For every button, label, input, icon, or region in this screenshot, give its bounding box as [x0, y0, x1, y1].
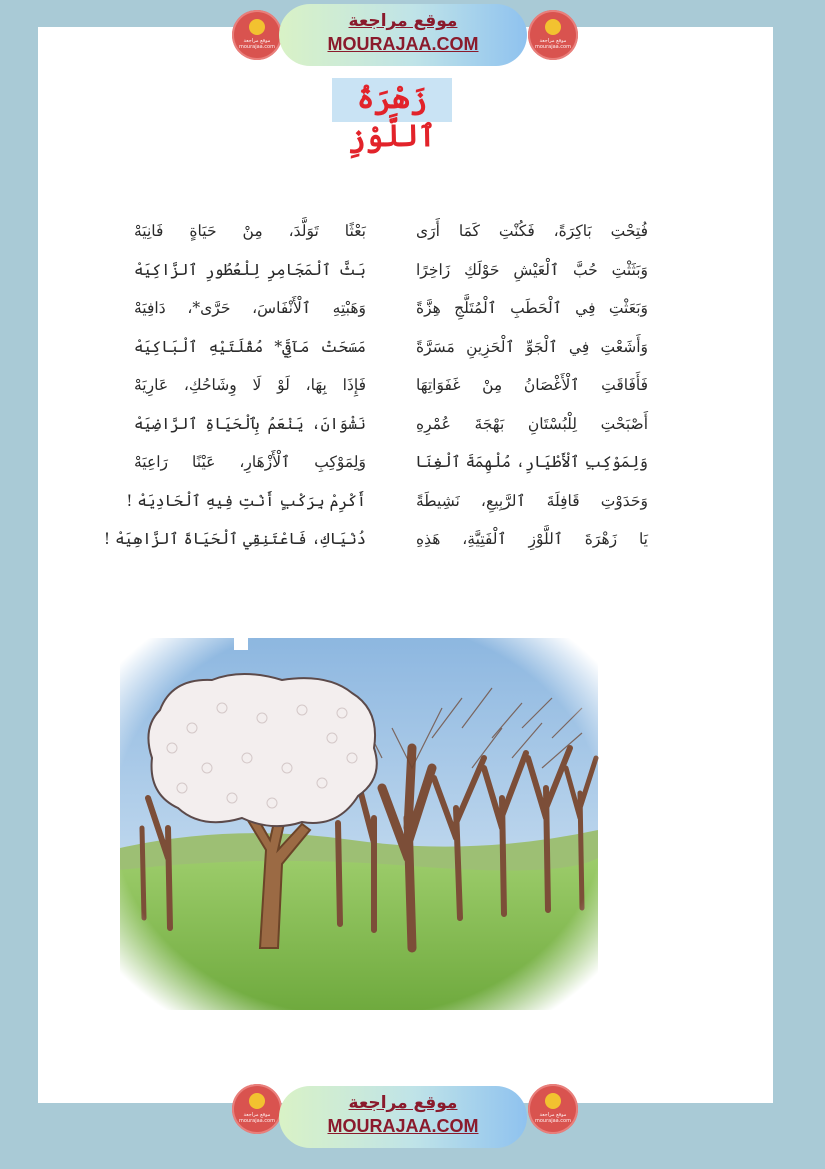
verse-line: وَلِمَوْكِبِ ٱلْأَزْهَارِ، عَيْنًا رَاعِيَهْ	[134, 453, 366, 471]
verse-line: بَعْثًا تَوَلَّدَ، مِنْ حَيَاةٍ فَانِيَهْ	[134, 222, 366, 240]
verse-line: يَا زَهْرَةَ ٱللَّوْزِ ٱلْفَتِيَّةِ، هَذِهِ	[416, 530, 648, 548]
verse-line: وَأَشَعْتِ فِي ٱلْجَوِّ ٱلْحَزِينِ مَسَرَّةً	[416, 337, 648, 356]
logo-badge-icon: موقع مراجعة mourajaa.com	[232, 10, 282, 60]
verse-line: نَشْوَانَ، يَنْعَمُ بِٱلْحَيَاةِ ٱلرَّاضِيَهْ	[134, 414, 366, 433]
poem-right-column	[416, 216, 648, 563]
verse-line: فَإِذَا بِهَا، لَوْ لَا وِشَاحُكِ، عَارِيَهْ	[134, 376, 366, 394]
verse-line: وَبَعَثْتِ فِي ٱلْحَطَبِ ٱلْمُتَلَّجِ هِزَّةً	[416, 299, 648, 317]
poem-title: زَهْرَةُ ٱللَّوْزِ	[348, 81, 436, 154]
verse-line: مَسَحَتْ مَآقِيَ* مُقْلَتَيْهِ ٱلْبَاكِيَهْ	[134, 337, 366, 356]
logo-badge-icon: موقع مراجعة mourajaa.com	[528, 10, 578, 60]
verse-line: وَبَثَثْتِ حُبَّ ٱلْعَيْشِ حَوْلَكِ زَاخِرًا	[416, 260, 648, 279]
site-banner-arabic[interactable]: موقع مراجعة	[348, 1093, 458, 1113]
verse-line: بَثَّ ٱلْمَجَامِرِ لِلْعُطُورِ ٱلزَّاكِيَهْ	[134, 260, 366, 279]
site-banner-arabic[interactable]: موقع مراجعة	[348, 11, 458, 31]
poem-left-column	[103, 216, 366, 563]
verse-line: دُنْيَاكِ، فَاعْتَنِقِي ٱلْحَيَاةَ ٱلزَّاهِيَهْ !	[103, 530, 366, 548]
verse-line: أَصْبَحْتِ لِلْبُسْتَانِ بَهْجَةَ عُمْرِهِ	[416, 414, 648, 433]
verse-line: وَلِمَوْكِبِ ٱلْأَطْيَارِ، مُلْهِمَةَ ٱلْغِنَا	[415, 453, 648, 471]
verse-line: وَحَدَوْتِ قَافِلَةَ ٱلرَّبِيعِ، نَشِيطَةً	[416, 491, 648, 510]
site-banner-bottom[interactable]	[279, 1086, 527, 1148]
verse-line: فُتِحْتِ بَاكِرَةً، فَكُنْتِ كَمَا أَرَى	[416, 222, 648, 240]
logo-badge-icon: موقع مراجعة mourajaa.com	[232, 1084, 282, 1134]
almond-blossom-tree-illustration	[112, 618, 606, 1018]
verse-line: أَكْرِمْ بِرَكْبٍ أَنْتِ فِيهِ ٱلْحَادِيَهْ !	[126, 491, 366, 510]
verse-line: فَأَفَاقَتِ ٱلْأَغْصَانُ مِنْ غَفَوَاتِهَا	[416, 376, 648, 394]
verse-line: وَهَبْتِهِ ٱلْأَنْفَاسَ، حَرَّى*، دَافِيَهْ	[134, 299, 366, 317]
poem-title-box	[332, 78, 452, 154]
logo-badge-icon: موقع مراجعة mourajaa.com	[528, 1084, 578, 1134]
site-banner-latin[interactable]: MOURAJAA.COM	[327, 34, 479, 54]
site-banner[interactable]	[279, 4, 527, 66]
site-banner-latin[interactable]: MOURAJAA.COM	[327, 1116, 479, 1136]
